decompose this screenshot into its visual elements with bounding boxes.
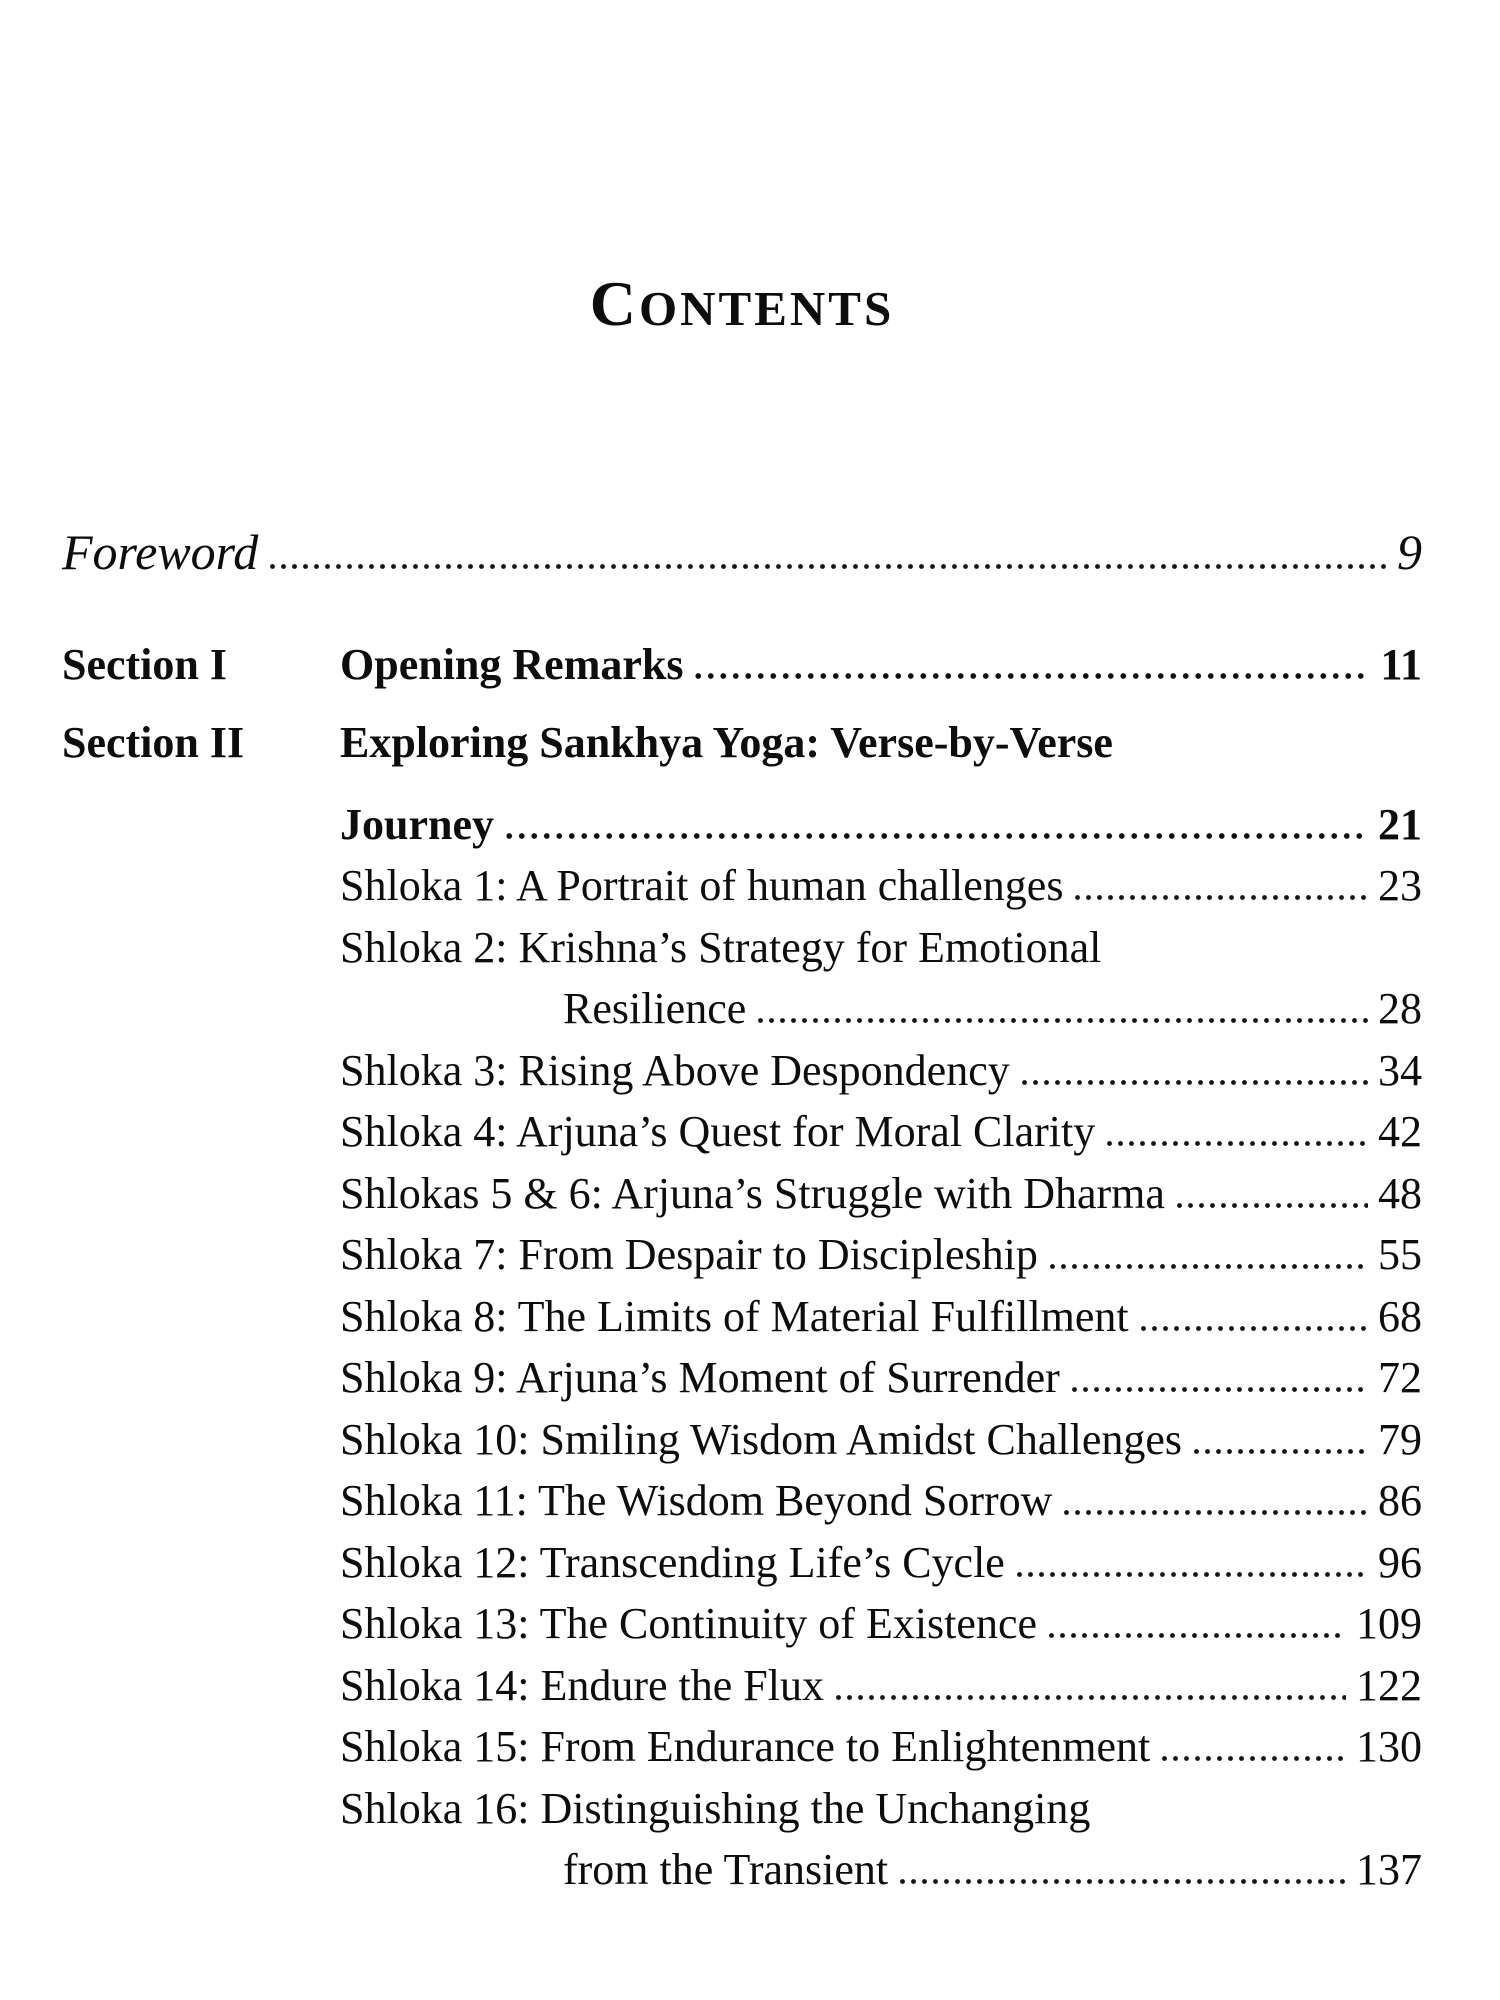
page-number: 48 bbox=[1378, 1168, 1422, 1218]
page-number: 21 bbox=[1378, 800, 1422, 849]
toc-row-foreword bbox=[62, 522, 1422, 582]
toc-entry bbox=[340, 1716, 1422, 1778]
dot-leader bbox=[1069, 1387, 1368, 1392]
page-title-rest: ONTENTS bbox=[639, 281, 895, 336]
toc-entry-text: Shloka 3: Rising Above Despondency bbox=[340, 1045, 1010, 1095]
dot-leader bbox=[1019, 1080, 1368, 1085]
dot-leader bbox=[1072, 895, 1368, 900]
toc-entry bbox=[340, 1778, 1422, 1840]
toc-entry bbox=[340, 1470, 1422, 1532]
page-number: 137 bbox=[1356, 1845, 1422, 1894]
toc-entry-continuation bbox=[340, 1839, 1422, 1901]
dot-leader bbox=[692, 673, 1370, 679]
toc-entry bbox=[340, 1347, 1422, 1409]
toc-entry-text: from the Transient bbox=[563, 1845, 889, 1894]
page-number: 55 bbox=[1378, 1230, 1422, 1279]
section-title-line bbox=[340, 635, 1422, 695]
toc-entry bbox=[340, 1101, 1422, 1163]
toc-entry-text: Shloka 4: Arjuna’s Quest for Moral Clarity bbox=[340, 1107, 1096, 1156]
toc-entry-text: Shloka 2: Krishna’s Strategy for Emotional bbox=[340, 922, 1102, 972]
toc-entry-text: Shloka 14: Endure the Flux bbox=[340, 1660, 824, 1710]
toc-entry bbox=[340, 855, 1422, 917]
section-title-line bbox=[340, 713, 1422, 773]
dot-leader bbox=[1061, 1510, 1368, 1515]
toc-entry bbox=[340, 917, 1422, 979]
toc-entry-text: Shloka 13: The Continuity of Existence bbox=[340, 1599, 1037, 1648]
toc-entry-text: Shloka 1: A Portrait of human challenges bbox=[340, 861, 1064, 910]
toc-entry bbox=[340, 1409, 1422, 1471]
dot-leader bbox=[1046, 1633, 1346, 1638]
page-number: 72 bbox=[1378, 1353, 1422, 1402]
dot-leader bbox=[1047, 1264, 1368, 1269]
page-title bbox=[62, 0, 1422, 346]
page-number: 23 bbox=[1378, 861, 1422, 910]
page-number: 9 bbox=[1397, 524, 1422, 580]
page-number: 79 bbox=[1378, 1414, 1422, 1464]
toc-entry-text: Resilience bbox=[563, 984, 747, 1033]
dot-leader bbox=[897, 1879, 1346, 1884]
page-number: 68 bbox=[1378, 1291, 1422, 1341]
toc-entry-continuation bbox=[340, 978, 1422, 1040]
toc-entry bbox=[340, 1224, 1422, 1286]
dot-leader bbox=[1138, 1326, 1368, 1331]
page-number: 96 bbox=[1378, 1537, 1422, 1587]
dot-leader bbox=[833, 1695, 1346, 1700]
section-title-text: Journey bbox=[340, 800, 494, 849]
page-number: 11 bbox=[1380, 640, 1422, 689]
section-title bbox=[340, 635, 1422, 695]
toc-row-section-ii bbox=[62, 713, 1422, 855]
toc-entry-text: Shloka 9: Arjuna’s Moment of Surrender bbox=[340, 1353, 1060, 1402]
section-title-line bbox=[340, 795, 1422, 855]
toc-entry bbox=[340, 1593, 1422, 1655]
page-number: 42 bbox=[1378, 1107, 1422, 1156]
section-title-text: Exploring Sankhya Yoga: Verse-by-Verse bbox=[340, 718, 1113, 767]
toc-entry-text: Shlokas 5 & 6: Arjuna’s Struggle with Dharma bbox=[340, 1168, 1165, 1218]
dot-leader bbox=[1014, 1572, 1368, 1577]
section-label: Section II bbox=[62, 718, 245, 767]
toc-entry-text: Shloka 11: The Wisdom Beyond Sorrow bbox=[340, 1476, 1053, 1525]
toc-entry bbox=[340, 1532, 1422, 1594]
dot-leader bbox=[755, 1018, 1368, 1023]
page-number: 109 bbox=[1356, 1599, 1422, 1648]
foreword-label: Foreword bbox=[62, 524, 259, 580]
toc-entry-text: Shloka 15: From Endurance to Enlightenment bbox=[340, 1722, 1151, 1771]
page-number: 86 bbox=[1378, 1476, 1422, 1525]
toc-entry-text: Shloka 16: Distinguishing the Unchanging bbox=[340, 1783, 1091, 1833]
toc-entry bbox=[340, 1040, 1422, 1102]
dot-leader bbox=[1104, 1141, 1368, 1146]
page-title-initial: C bbox=[589, 268, 640, 339]
page-number: 34 bbox=[1378, 1045, 1422, 1095]
toc-row-section-i bbox=[62, 635, 1422, 695]
dot-leader bbox=[503, 833, 1368, 839]
toc-entry-text: Shloka 12: Transcending Life’s Cycle bbox=[340, 1537, 1005, 1587]
section-label: Section I bbox=[62, 640, 227, 689]
toc-entry-list bbox=[340, 855, 1422, 1901]
page-number: 130 bbox=[1356, 1722, 1422, 1771]
toc-entry-text: Shloka 8: The Limits of Material Fulfillment bbox=[340, 1291, 1129, 1341]
section-title bbox=[340, 713, 1422, 855]
toc-entry-text: Shloka 7: From Despair to Discipleship bbox=[340, 1230, 1038, 1279]
dot-leader bbox=[267, 564, 1387, 569]
toc-entry bbox=[340, 1655, 1422, 1717]
toc-entry-text: Shloka 10: Smiling Wisdom Amidst Challenges bbox=[340, 1414, 1183, 1464]
page-number: 28 bbox=[1378, 984, 1422, 1033]
dot-leader bbox=[1174, 1203, 1368, 1208]
dot-leader bbox=[1191, 1449, 1368, 1454]
page-number: 122 bbox=[1356, 1660, 1422, 1710]
toc-entry bbox=[340, 1163, 1422, 1225]
dot-leader bbox=[1159, 1756, 1346, 1761]
section-title-text: Opening Remarks bbox=[340, 640, 684, 689]
toc-entry bbox=[340, 1286, 1422, 1348]
